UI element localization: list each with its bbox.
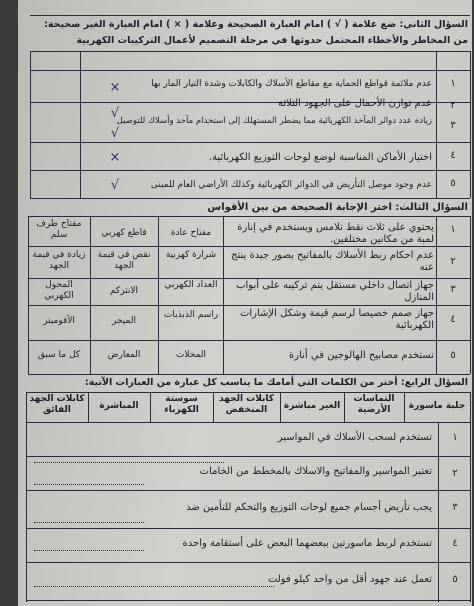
word-bank-item: الغير مباشرة xyxy=(283,401,341,411)
q3-row-text: عدم احكام ربط الأسلاك بالمفاتيح بصور جيدة ينتج عنه xyxy=(231,250,434,273)
q3-option: مفتاح عادة xyxy=(170,228,212,238)
q4-item-num: ٤ xyxy=(452,538,458,549)
word-bank-item: التماسات الأرضية xyxy=(353,394,395,415)
q3-row-text: جهاز صمم خصيصا لرسم قيمة وشكل الإشارات الكهربائية xyxy=(239,308,434,331)
word-bank-item: كابلات الجهد المنخفض xyxy=(218,394,275,415)
q2-title: السؤال الثاني: ضع علامة ( √ ) امام العبارة الصحيحة وعلامة ( × ) امام العبارة الغير صحيحة: xyxy=(44,19,468,30)
q2-item-mark: √ xyxy=(110,178,120,193)
q2-item-num: ٤ xyxy=(450,150,456,161)
q2-item-text: عدم ملائمة قواطع الحماية مع مقاطع الأسلاك والكابلات وشدة التيار المار بها xyxy=(151,79,432,89)
q4-item-num: ١ xyxy=(452,432,458,443)
q3-option: الأفوميتر xyxy=(43,316,75,326)
q3-row-num: ١ xyxy=(450,224,456,235)
q2-item-text: اختيار الأماكن المناسبة لوضع لوحات التوزيع الكهربائية. xyxy=(208,152,432,163)
q4-item-text: تعتبر المواسير والمفاتيح والاسلاك بالمخطط من الخامات xyxy=(199,466,432,477)
q3-option: الميجر xyxy=(112,316,136,326)
q2-item-num: ٣ xyxy=(450,120,456,131)
word-bank-item: المباشرة xyxy=(99,401,139,411)
q3-row-num: ٣ xyxy=(450,284,456,295)
q3-row-num: ٤ xyxy=(450,314,456,325)
q2-item-mark: √ xyxy=(110,106,120,121)
q3-row-text: يحتوي على ثلاث نقط تلامس ويستخدم في إنارة لمبة من مكانين مختلفين. xyxy=(237,222,434,245)
exam-sheet xyxy=(18,0,472,606)
answer-line[interactable] xyxy=(34,484,144,485)
q2-item-num: ٢ xyxy=(450,100,456,111)
q3-row-num: ٢ xyxy=(450,256,456,267)
q2-item-mark: √ xyxy=(110,126,120,141)
q2-subtitle: من المخاطر والأخطاء المحتمل حدوثها في مرحلة التصميم لأعمال التركيبات الكهربية xyxy=(76,35,468,46)
q2-item-text: عدم وجود موصل التأريض في الدوائر الكهربائية وكذلك الأراضي العام للمبنى xyxy=(150,180,432,190)
word-bank-item: سوستة الكهرباء xyxy=(164,394,199,415)
q3-row-num: ٥ xyxy=(450,350,456,361)
q2-item-text: عدم توازن الأحمال على الجهود الثلاثة xyxy=(277,98,432,109)
q2-item-mark: × xyxy=(109,80,121,95)
q3-title: السؤال الثالث: اختر الإجابة الصحيحة من بين الأقواس xyxy=(207,202,468,213)
q3-option: العداد الكهربي xyxy=(164,280,218,290)
q4-item-num: ٣ xyxy=(452,502,458,513)
q3-option: مفتاح طرف سلم xyxy=(36,219,82,240)
answer-line[interactable] xyxy=(34,586,274,587)
q3-row-text: جهاز اتصال داخلي مستقل يتم تركيبه على أبواب المنازل xyxy=(236,280,434,303)
q3-option: الانتركم xyxy=(109,286,139,296)
answer-line[interactable] xyxy=(34,522,144,523)
q3-option: المحول الكهربي xyxy=(44,280,74,301)
q4-item-num: ٢ xyxy=(452,468,458,479)
word-bank-item: كابلات الجهد الفائق xyxy=(29,394,85,415)
q3-option: زيادة في قيمة الجهد xyxy=(32,250,86,271)
q2-item-num: ٥ xyxy=(450,178,456,189)
q2-item-mark: × xyxy=(109,150,121,165)
q4-item-text: تستخدم لربط ماسورتين ببعضهما البعض على أستقامة واحدة xyxy=(182,538,432,549)
q3-option: راسم الذبذبات xyxy=(163,310,219,320)
q3-option: المحلات xyxy=(175,350,207,360)
q3-option: شرارة كهربية xyxy=(165,250,217,260)
q3-option: نقص في قيمة الجهد xyxy=(97,250,151,271)
q4-item-text: تعمل عند جهود أقل من واحد كيلو فولت xyxy=(267,574,432,585)
answer-line[interactable] xyxy=(34,462,224,463)
q4-item-text: يجب تأريض أجسام جميع لوحات التوزيع والتحكم للتأمين ضد xyxy=(186,502,432,513)
q4-title: السؤال الرابع: أختر من الكلمات التي أمامك ما يناسب كل عبارة من العبارات الآتية: xyxy=(84,377,468,388)
q2-item-num: ١ xyxy=(450,78,456,89)
q4-item-text: تستخدم لسحب الأسلاك في المواسير xyxy=(277,432,432,443)
q3-option: قاطع كهربي xyxy=(101,228,147,238)
q3-option: كل ما سبق xyxy=(37,350,81,360)
q4-item-num: ٥ xyxy=(452,574,458,585)
q3-option: المعارض xyxy=(107,350,141,360)
word-bank-item: جلبة ماسورة xyxy=(408,401,466,411)
answer-line[interactable] xyxy=(34,550,144,551)
q2-item-text: زيادة عدد دوائر المآخذ الكهربائية مما يضطر المستهلك إلى استخدام مآخذ وأسلاك للتوصيل xyxy=(116,116,432,126)
q3-row-text: تستخدم مصابيح الهالوجين في أنارة xyxy=(289,350,434,361)
